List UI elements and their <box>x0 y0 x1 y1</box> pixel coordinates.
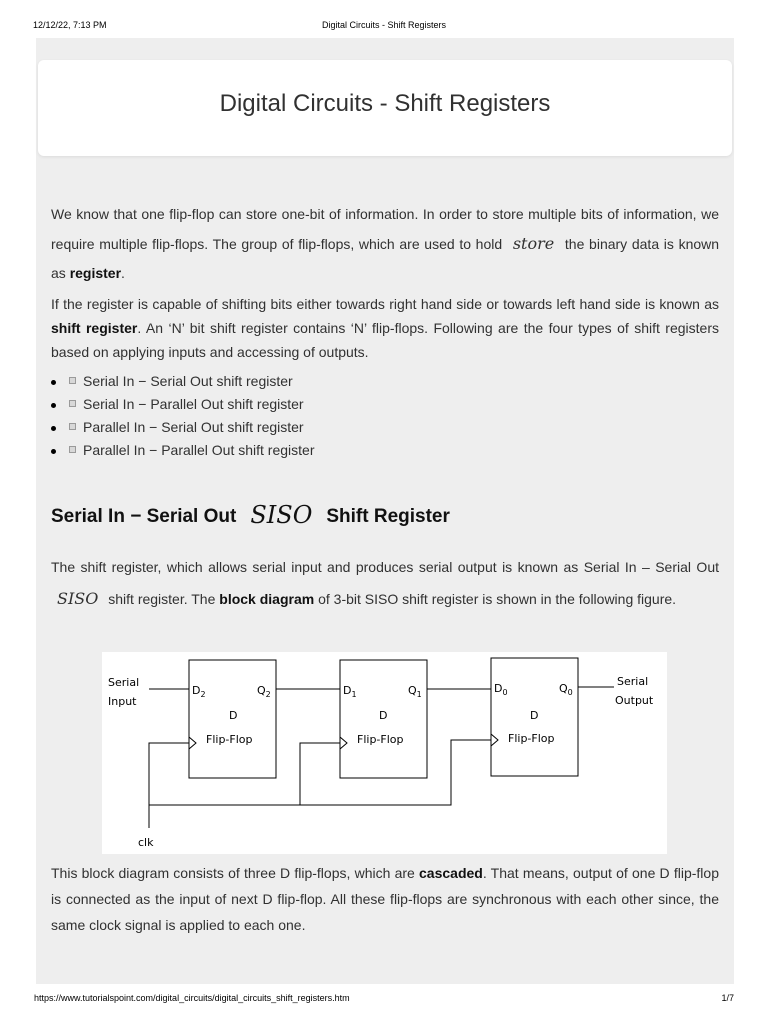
print-header <box>0 0 768 38</box>
square-bullet-icon <box>69 377 76 384</box>
ff1-d-label: $D_1$ <box>343 684 357 699</box>
intro-paragraph-2: If the register is capable of shifting bits either towards right hand side or towards left hand side is known as shift register. An ‘N’ bit shift register contains ‘N’ flip-flops. Following are the four types of shift registers based on applying inputs and accessing of outputs. <box>51 296 719 360</box>
bullet-icon <box>51 380 56 385</box>
ff0-d-label: $D_0$ <box>494 682 508 697</box>
block-diagram-svg <box>102 652 667 854</box>
term-block-diagram: block diagram <box>219 591 315 607</box>
ff2-q-label: $Q_2$ <box>257 684 271 699</box>
ff1-type: Flip-Flop <box>357 733 404 746</box>
ff0-q-label: $Q_0$ <box>559 682 573 697</box>
ff2-d-label: $D_2$ <box>192 684 206 699</box>
serial-input-label-1: Serial <box>108 676 140 689</box>
page-title: Digital Circuits - Shift Registers <box>219 90 551 117</box>
math-siso-inline: SISO <box>57 589 99 608</box>
intro-paragraph-1: We know that one flip-flop can store one-bit of information. In order to store multiple bits of information, we require multiple flip-flops. The group of flip-flops, which are used to hold store the binary data is known as register. <box>51 206 720 281</box>
term-register: register <box>69 265 122 281</box>
section-heading: Serial In − Serial Out SISO Shift Register <box>51 501 450 529</box>
print-page-number: 1/7 <box>721 993 734 1003</box>
serial-output-label-1: Serial <box>617 675 649 688</box>
square-bullet-icon <box>69 400 76 407</box>
clock-wire-ff2 <box>149 743 189 828</box>
list-item: Parallel In − Parallel Out shift register <box>51 439 719 462</box>
clk-label: clk <box>138 836 154 849</box>
bullet-icon <box>51 426 56 431</box>
list-item: Serial In − Serial Out shift register <box>51 370 719 393</box>
print-url: https://www.tutorialspoint.com/digital_circuits/digital_circuits_shift_registers.htm <box>34 993 350 1003</box>
serial-output-label-2: Output <box>615 694 654 707</box>
register-types-list <box>51 370 719 462</box>
section-paragraph-1: The shift register, which allows serial input and produces serial output is known as Serial In – Serial Out SISO shift register. The block diagram of 3-bit SISO shift register is shown in the following figure. <box>51 559 719 608</box>
print-doc-title: Digital Circuits - Shift Registers <box>321 20 447 30</box>
math-store: store <box>512 234 555 253</box>
ff1-name: D <box>379 709 388 722</box>
print-date: 12/12/22, 7:13 PM <box>33 20 107 30</box>
list-item: Parallel In − Serial Out shift register <box>51 416 719 439</box>
term-cascaded: cascaded <box>419 865 483 881</box>
ff2-name: D <box>229 709 238 722</box>
siso-block-diagram <box>102 652 667 854</box>
square-bullet-icon <box>69 423 76 430</box>
square-bullet-icon <box>69 446 76 453</box>
ff2-type: Flip-Flop <box>206 733 253 746</box>
intro-content <box>51 200 719 462</box>
ff1-q-label: $Q_1$ <box>408 684 422 699</box>
ff0-type: Flip-Flop <box>508 732 555 745</box>
serial-input-label-2: Input <box>108 695 137 708</box>
section-paragraph-2: This block diagram consists of three D flip-flops, which are cascaded. That means, output of one D flip-flop is connected as the input of next D flip-flop. All these flip-flops are synchronous with each other since, the same clock signal is applied to each one. <box>51 865 719 933</box>
list-item: Serial In − Parallel Out shift register <box>51 393 719 416</box>
ff0-name: D <box>530 709 539 722</box>
bullet-icon <box>51 449 56 454</box>
bullet-icon <box>51 403 56 408</box>
math-siso-heading: SISO <box>250 501 313 529</box>
title-card <box>38 60 732 156</box>
term-shift-register: shift register <box>51 320 138 336</box>
